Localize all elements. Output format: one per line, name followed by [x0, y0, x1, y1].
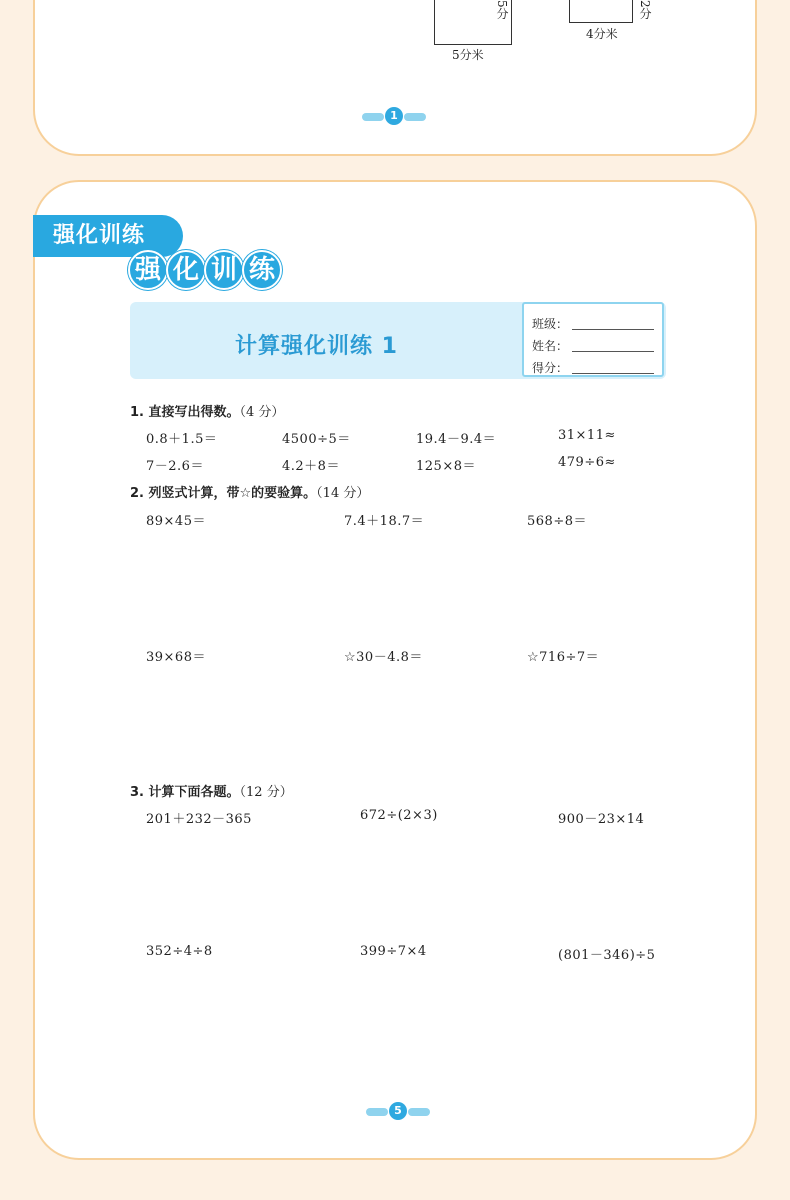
- problem-item: 4500÷5＝: [282, 432, 351, 447]
- problem-item: ☆30－4.8＝: [344, 650, 423, 665]
- student-info-box: [522, 302, 664, 377]
- logo-char: 练: [242, 250, 282, 290]
- problem-item: 0.8＋1.5＝: [146, 432, 218, 447]
- problem-item: 201＋232－365: [146, 812, 252, 827]
- question-title: 列竖式计算，带☆的要验算。: [148, 486, 317, 501]
- question-points: （12 分）: [239, 785, 293, 800]
- exercise-banner: [130, 302, 666, 379]
- problem-item: 19.4－9.4＝: [416, 432, 497, 447]
- rectangle-1-width-label: 5分米: [452, 48, 484, 62]
- question-title: 直接写出得数。: [148, 405, 240, 420]
- question-number: 1.: [130, 405, 144, 420]
- problem-item: 568÷8＝: [527, 514, 587, 529]
- score-blank-line[interactable]: [572, 361, 654, 374]
- problem-item: 39×68＝: [146, 650, 206, 665]
- name-blank-line[interactable]: [572, 339, 654, 352]
- rectangle-figure-2: [569, 0, 633, 23]
- question-number: 3.: [130, 785, 144, 800]
- previous-page-card: [33, 0, 757, 156]
- exercise-title: 计算强化训练 1: [235, 334, 398, 359]
- question-2-heading: [130, 482, 369, 501]
- score-label: 得分：: [532, 361, 569, 375]
- class-blank-line[interactable]: [572, 317, 654, 330]
- logo-char: 训: [204, 250, 244, 290]
- rectangle-2-width-label: 4分米: [586, 27, 618, 41]
- question-3-heading: [130, 781, 293, 800]
- question-1-heading: [130, 401, 284, 420]
- logo-char: 强: [128, 250, 168, 290]
- question-points: （4 分）: [239, 405, 285, 420]
- name-label: 姓名：: [532, 339, 569, 353]
- page-number-top: 1: [385, 107, 403, 125]
- logo-char: 化: [166, 250, 206, 290]
- class-label: 班级：: [532, 317, 569, 331]
- problem-item: 7.4＋18.7＝: [344, 514, 425, 529]
- question-number: 2.: [130, 486, 144, 501]
- page-number-badge: [366, 1104, 430, 1120]
- name-field[interactable]: [532, 332, 654, 354]
- problem-item: 7－2.6＝: [146, 459, 204, 474]
- problem-item: 4.2＋8＝: [282, 459, 340, 474]
- section-logo-title: [128, 250, 280, 292]
- problem-item: 399÷7×4: [360, 944, 427, 959]
- rectangle-2-height-label: 2分: [638, 0, 652, 20]
- score-field[interactable]: [532, 354, 654, 376]
- problem-item: 125×8＝: [416, 459, 476, 474]
- problem-item: 352÷4÷8: [146, 944, 213, 959]
- rectangle-1-height-label: 5分: [495, 0, 509, 20]
- problem-item: 479÷6≈: [558, 455, 616, 470]
- problem-item: 672÷(2×3): [360, 808, 438, 823]
- problem-item: ☆716÷7＝: [527, 650, 600, 665]
- problem-item: 89×45＝: [146, 514, 206, 529]
- question-title: 计算下面各题。: [148, 785, 240, 800]
- class-field[interactable]: [532, 310, 654, 332]
- question-points: （14 分）: [316, 486, 370, 501]
- problem-item: 31×11≈: [558, 428, 616, 443]
- problem-item: 900－23×14: [558, 812, 645, 827]
- page-number-badge-top: [362, 109, 426, 125]
- section-tab: 强化训练: [33, 215, 183, 257]
- problem-item: (801－346)÷5: [558, 948, 656, 963]
- page-number: 5: [389, 1102, 407, 1120]
